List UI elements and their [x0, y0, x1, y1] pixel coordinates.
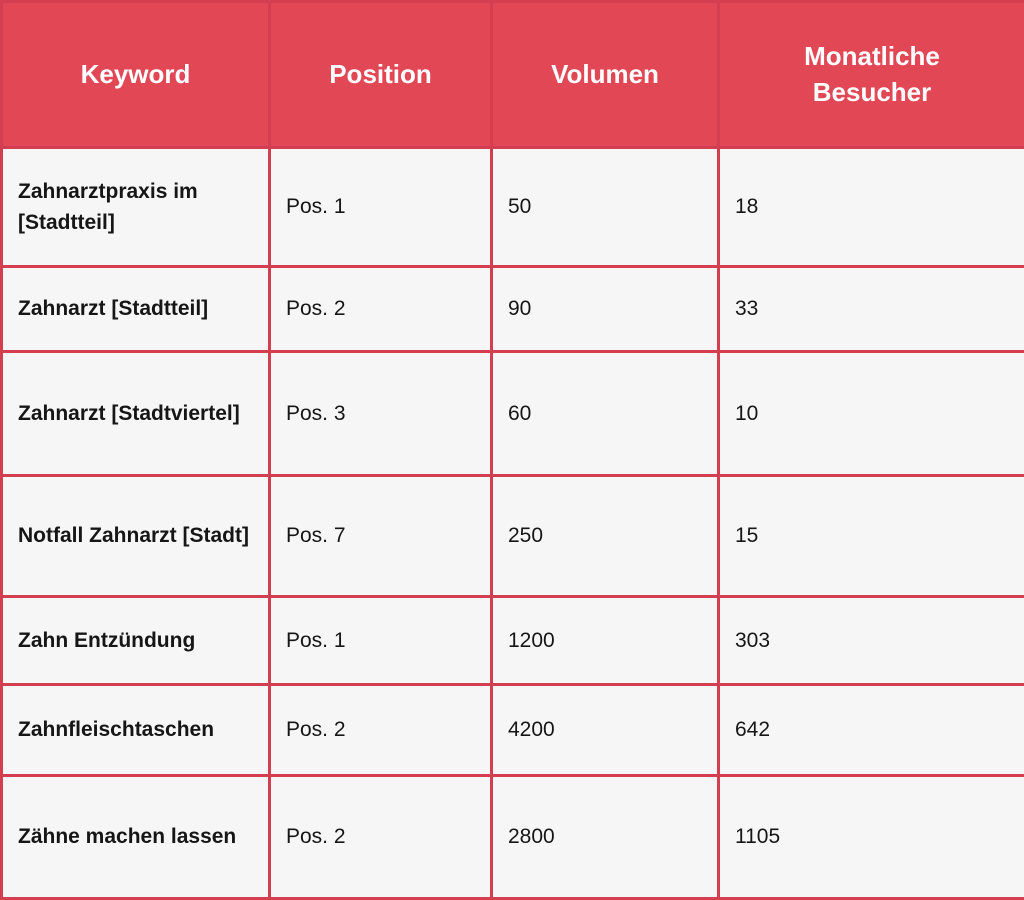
header-cell-besucher	[719, 2, 1024, 148]
table-body	[2, 148, 1024, 899]
cell-volumen: 2800	[492, 776, 719, 899]
cell-volumen: 250	[492, 476, 719, 597]
cell-position: Pos. 1	[270, 148, 492, 267]
cell-keyword: Zahn Entzündung	[2, 597, 270, 685]
header-row	[2, 2, 1024, 148]
header-cell-keyword	[2, 2, 270, 148]
header-cell-position	[270, 2, 492, 148]
header-label-position: Position	[329, 58, 432, 89]
cell-volumen: 50	[492, 148, 719, 267]
cell-besucher: 642	[719, 685, 1024, 776]
header-label-keyword: Keyword	[80, 58, 191, 89]
cell-besucher: 18	[719, 148, 1024, 267]
cell-volumen: 1200	[492, 597, 719, 685]
table-row	[2, 352, 1024, 476]
cell-besucher: 1105	[719, 776, 1024, 899]
table-row	[2, 597, 1024, 685]
table-row	[2, 476, 1024, 597]
table-header	[2, 2, 1024, 148]
cell-volumen: 4200	[492, 685, 719, 776]
cell-keyword: Zahnarzt [Stadtteil]	[2, 267, 270, 352]
table-row	[2, 148, 1024, 267]
cell-keyword: Zahnarzt [Stadtviertel]	[2, 352, 270, 476]
cell-keyword: Zahnarztpraxis im [Stadtteil]	[2, 148, 270, 267]
header-label-besucher: Monatliche Besucher	[804, 41, 940, 107]
header-label-volumen: Volumen	[551, 58, 659, 89]
cell-volumen: 60	[492, 352, 719, 476]
cell-keyword: Notfall Zahnarzt [Stadt]	[2, 476, 270, 597]
table-row	[2, 685, 1024, 776]
cell-position: Pos. 2	[270, 685, 492, 776]
cell-position: Pos. 2	[270, 267, 492, 352]
cell-besucher: 303	[719, 597, 1024, 685]
header-cell-volumen	[492, 2, 719, 148]
cell-keyword: Zähne machen lassen	[2, 776, 270, 899]
cell-besucher: 15	[719, 476, 1024, 597]
cell-position: Pos. 7	[270, 476, 492, 597]
cell-position: Pos. 3	[270, 352, 492, 476]
cell-besucher: 10	[719, 352, 1024, 476]
table-row	[2, 776, 1024, 899]
cell-position: Pos. 1	[270, 597, 492, 685]
table-row	[2, 267, 1024, 352]
cell-volumen: 90	[492, 267, 719, 352]
cell-keyword: Zahnfleischtaschen	[2, 685, 270, 776]
cell-position: Pos. 2	[270, 776, 492, 899]
cell-besucher: 33	[719, 267, 1024, 352]
